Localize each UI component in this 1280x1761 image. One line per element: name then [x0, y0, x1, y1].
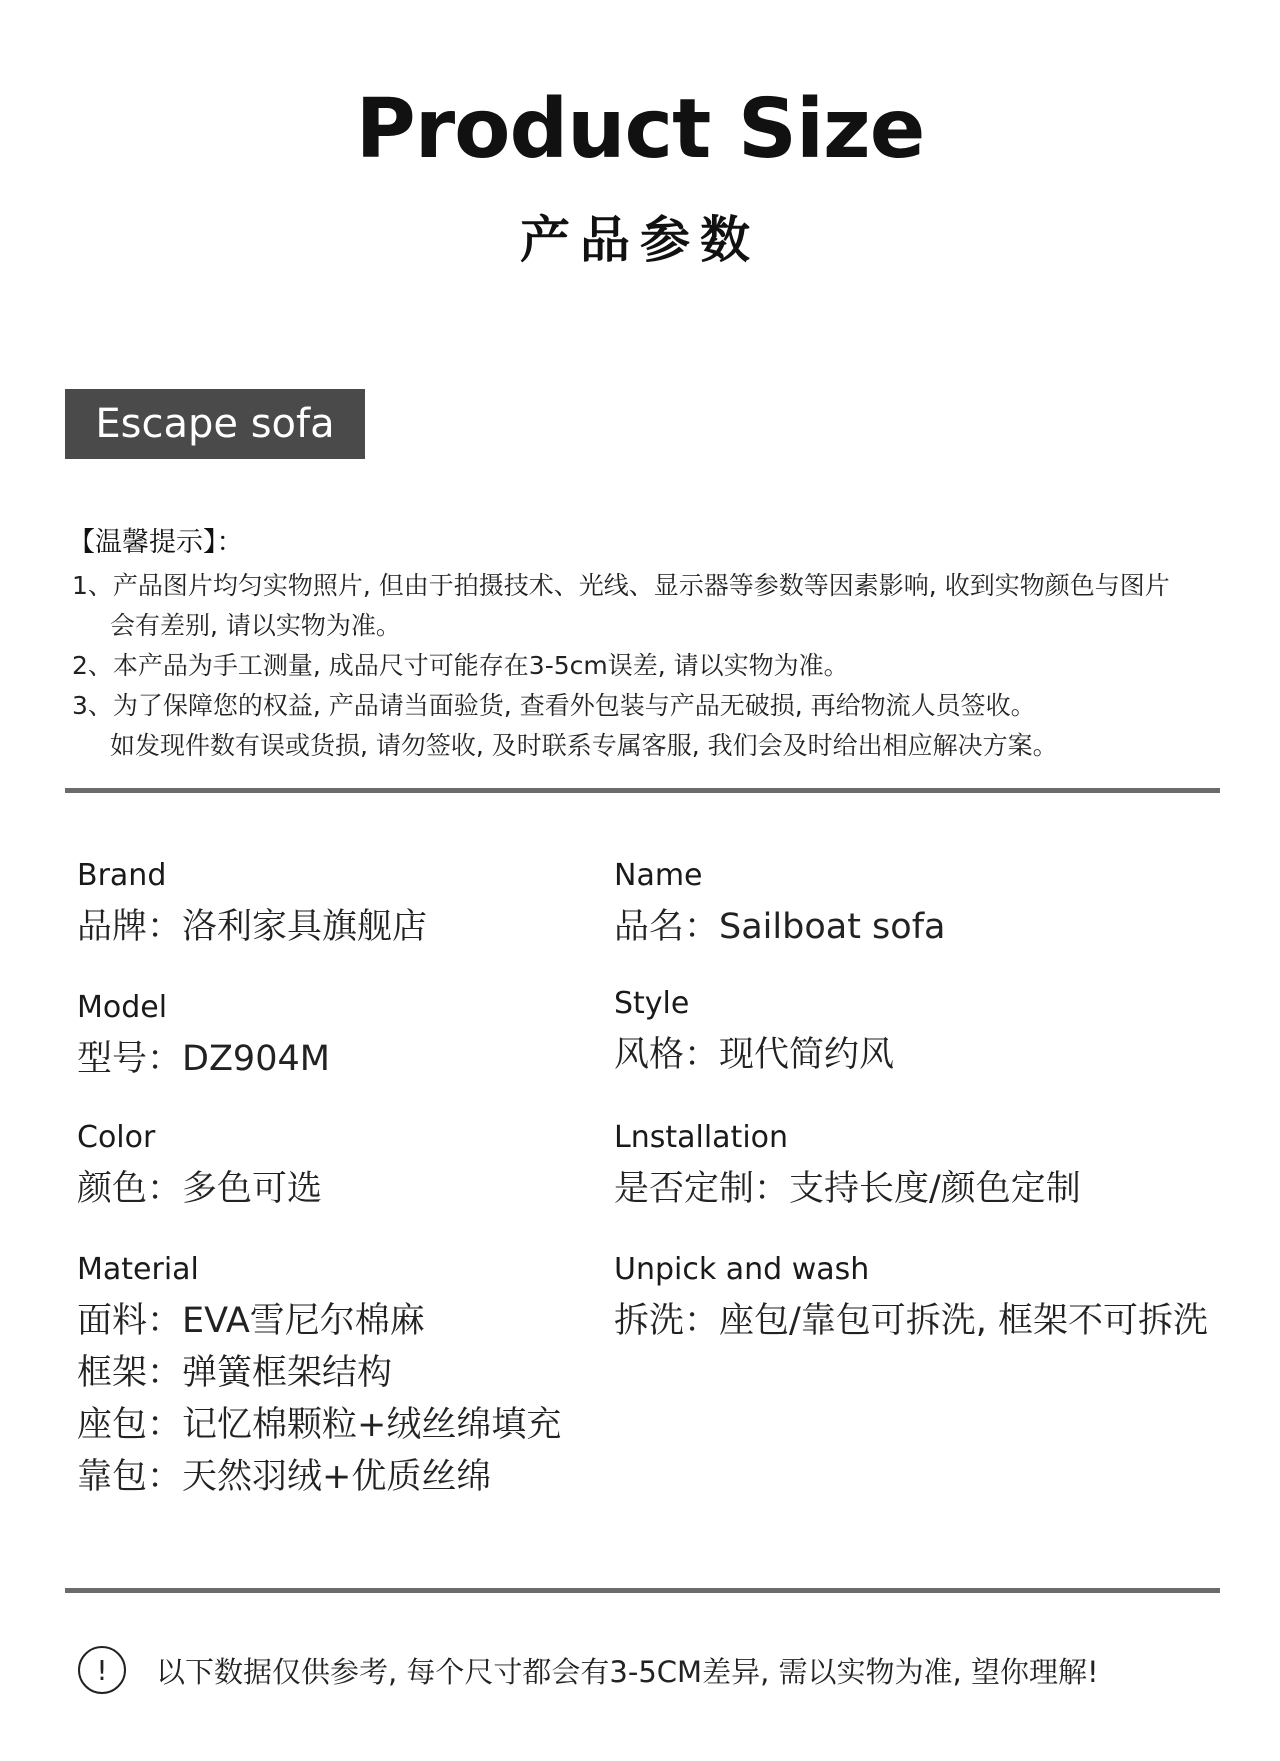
notice-line-3-cont: 如发现件数有误或货损, 请勿签收, 及时联系专属客服, 我们会及时给出相应解决方案。 — [110, 731, 1058, 760]
spec-color-label: Color — [77, 1120, 156, 1155]
footer-note — [78, 1646, 1099, 1694]
exclamation-circle-icon: ! — [78, 1646, 126, 1694]
spec-color — [77, 1120, 322, 1215]
spec-material-fabric: 面料：EVA雪尼尔棉麻 — [77, 1301, 425, 1341]
spec-wash — [614, 1252, 1208, 1347]
notice-line-1: 1、产品图片均匀实物照片, 但由于拍摄技术、光线、显示器等参数等因素影响, 收到实物颜色与图片 — [72, 571, 1170, 600]
spec-installation-label: Lnstallation — [614, 1120, 789, 1155]
spec-model — [77, 990, 330, 1085]
spec-model-label: Model — [77, 990, 168, 1025]
spec-material-seat: 座包：记忆棉颗粒+绒丝绵填充 — [77, 1405, 562, 1445]
spec-wash-value: 拆洗：座包/靠包可拆洗, 框架不可拆洗 — [614, 1301, 1209, 1341]
notice-line-1-cont: 会有差别, 请以实物为准。 — [110, 611, 401, 640]
spec-style-label: Style — [614, 986, 690, 1021]
page-title: Product Size — [355, 82, 925, 177]
spec-installation — [614, 1120, 1081, 1215]
notice-title: 【温馨提示】： — [68, 527, 244, 558]
spec-model-value: 型号：DZ904M — [77, 1039, 330, 1079]
spec-material-label: Material — [77, 1252, 199, 1287]
spec-color-value: 颜色：多色可选 — [77, 1169, 323, 1209]
spec-style-value: 风格：现代简约风 — [614, 1035, 895, 1075]
notice-line-3: 3、为了保障您的权益, 产品请当面验货, 查看外包装与产品无破损, 再给物流人员签收。 — [72, 691, 1036, 720]
divider-top — [65, 788, 1220, 793]
spec-brand-label: Brand — [77, 858, 167, 893]
spec-material-back: 靠包：天然羽绒+优质丝绵 — [77, 1457, 492, 1497]
spec-material — [77, 1252, 561, 1503]
spec-wash-label: Unpick and wash — [614, 1252, 870, 1287]
spec-brand — [77, 858, 427, 953]
spec-material-frame: 框架：弹簧框架结构 — [77, 1353, 393, 1393]
divider-bottom — [65, 1588, 1220, 1593]
spec-style — [614, 986, 894, 1081]
product-badge: Escape sofa — [65, 389, 365, 459]
spec-name — [614, 858, 945, 953]
spec-installation-value: 是否定制：支持长度/颜色定制 — [614, 1169, 1081, 1209]
page-subtitle: 产品参数 — [520, 211, 760, 269]
footer-text: 以下数据仅供参考, 每个尺寸都会有3-5CM差异, 需以实物为准, 望你理解! — [156, 1654, 1099, 1689]
spec-brand-value: 品牌：洛利家具旗舰店 — [77, 907, 428, 947]
spec-name-value: 品名：Sailboat sofa — [614, 907, 946, 947]
notice-line-2: 2、本产品为手工测量, 成品尺寸可能存在3-5cm误差, 请以实物为准。 — [72, 651, 849, 680]
spec-name-label: Name — [614, 858, 703, 893]
notice-list — [72, 566, 1222, 766]
